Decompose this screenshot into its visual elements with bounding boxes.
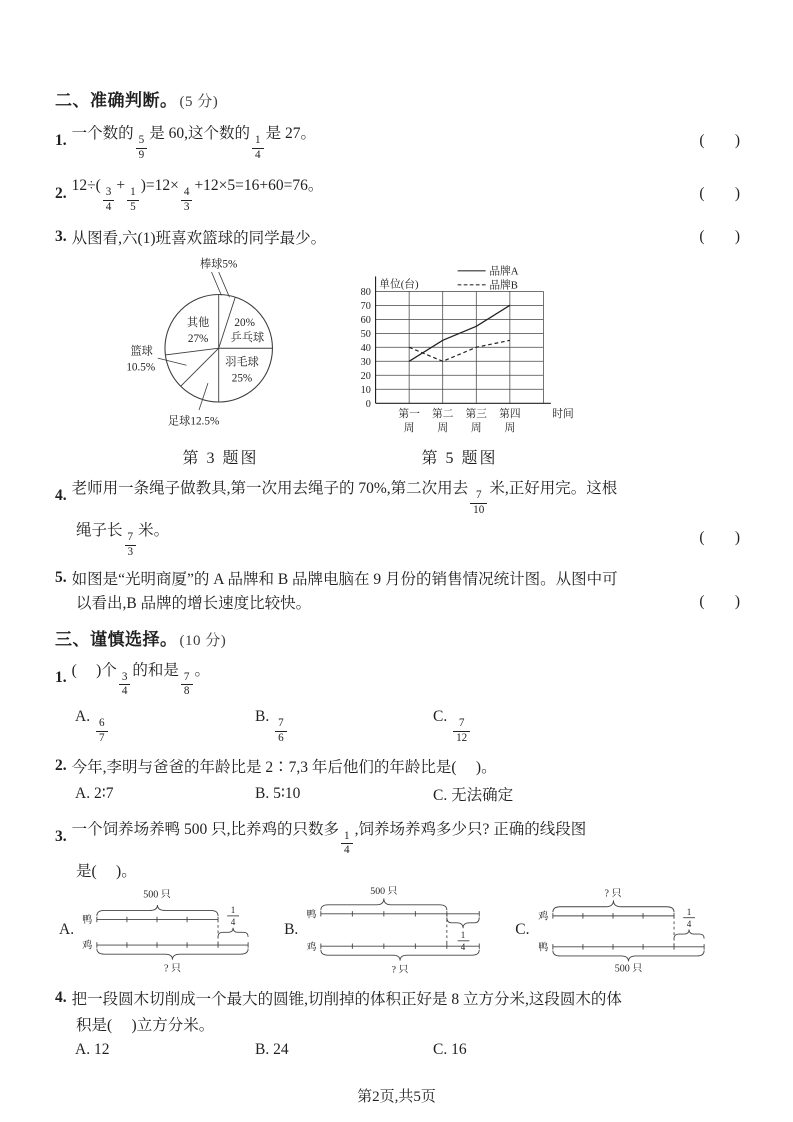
choice-4-options bbox=[75, 1041, 741, 1059]
option-c: C. 16 bbox=[433, 1040, 467, 1058]
y-tick: 60 bbox=[360, 314, 371, 326]
question-text: ( )个 $\frac{3}{4}$ 的和是 $\frac{7}{8}$ 。 bbox=[71, 661, 211, 698]
question-number: 2. bbox=[55, 184, 67, 202]
fraction: $\frac{7}{8}$ bbox=[181, 672, 193, 698]
count-q: ? 只 bbox=[391, 964, 409, 975]
question-text: 如图是“光明商厦”的 A 品牌和 B 品牌电脑在 9 月份的销售情况统计图。从图中可 bbox=[71, 570, 618, 588]
x-tick: 周 bbox=[504, 422, 516, 435]
fraction: $\frac{1}{4}$ bbox=[341, 831, 353, 857]
pie-label-pingpong-pct: 20% bbox=[234, 316, 255, 329]
question-text: 一个饲养场养鸭 500 只,比养鸡的只数多 $\frac{1}{4}$ ,饲养场养鸡多少只? 正确的线段图 bbox=[71, 820, 587, 857]
x-tick: 周 bbox=[437, 422, 449, 435]
x-axis-label: 时间 bbox=[552, 408, 574, 421]
fraction-one-fourth bbox=[458, 930, 470, 952]
judge-question-4-line2 bbox=[55, 518, 741, 558]
pie-label-soccer: 足球12.5% bbox=[167, 415, 220, 428]
count-q: ? 只 bbox=[604, 888, 621, 900]
question-number: 5. bbox=[55, 568, 67, 586]
count-500: 500 只 bbox=[143, 889, 171, 901]
grid bbox=[376, 291, 544, 403]
choice-question-2 bbox=[55, 755, 741, 777]
option-b: B. $\frac{7}{6}$ bbox=[255, 708, 433, 744]
legend-brand-b: 品牌B bbox=[489, 279, 518, 292]
svg-text:4: 4 bbox=[230, 916, 236, 927]
answer-blank: ( ) bbox=[699, 227, 741, 245]
fraction: $\frac{7}{12}$ bbox=[453, 718, 470, 744]
y-tick: 80 bbox=[360, 286, 371, 298]
question-text: 一个数的 $\frac{5}{9}$ 是 60,这个数的 $\frac{1}{4}$ 是 27。 bbox=[71, 125, 316, 161]
x-tick: 第一 bbox=[398, 408, 420, 421]
judge-question-5-line2 bbox=[55, 591, 741, 613]
pie-label-badminton-pct: 25% bbox=[231, 372, 253, 385]
y-tick: 20 bbox=[360, 370, 371, 382]
section2-title: 二、准确判断。 bbox=[55, 91, 178, 110]
fraction: $\frac{4}{3}$ bbox=[181, 187, 193, 213]
y-tick: 0 bbox=[365, 398, 371, 410]
x-tick: 第四 bbox=[499, 408, 521, 421]
series-brand-b bbox=[409, 340, 510, 361]
svg-text:4: 4 bbox=[686, 918, 691, 929]
choice-question-4-line1 bbox=[55, 987, 741, 1009]
question-text: 老师用一条绳子做教具,第一次用去绳子的 70%,第二次用去 $\frac{7}{10}$ 米,正好用完。这根 bbox=[71, 479, 618, 516]
question-number: 4. bbox=[55, 487, 67, 505]
count-500: 500 只 bbox=[370, 885, 398, 897]
question-text: 把一段圆木切削成一个最大的圆锥,切削掉的体积正好是 8 立方分米,这段圆木的体 bbox=[71, 990, 622, 1008]
judge-question-3 bbox=[55, 226, 741, 248]
chicken-label: 鸡 bbox=[537, 911, 548, 923]
fraction-one-fourth bbox=[683, 907, 695, 929]
figures-row bbox=[113, 254, 741, 468]
option-b: B. 5∶10 bbox=[255, 785, 301, 803]
question-text: 积是( )立方分米。 bbox=[76, 1016, 215, 1034]
fraction: $\frac{3}{4}$ bbox=[103, 187, 115, 213]
fraction: $\frac{5}{9}$ bbox=[136, 135, 148, 161]
x-tick: 第三 bbox=[465, 408, 488, 421]
line-chart bbox=[342, 265, 577, 438]
judge-question-4-line1 bbox=[55, 476, 741, 516]
duck-label: 鸭 bbox=[306, 909, 317, 921]
question-number: 1. bbox=[55, 132, 67, 150]
segment-diagram-c bbox=[511, 886, 735, 974]
fraction: $\frac{7}{6}$ bbox=[275, 718, 287, 744]
duck-label: 鸭 bbox=[537, 942, 548, 954]
option-b: B. 24 bbox=[255, 1040, 289, 1058]
answer-blank: ( ) bbox=[699, 529, 741, 547]
svg-text:1: 1 bbox=[230, 905, 236, 916]
question-text: 以看出,B 品牌的增长速度比较快。 bbox=[76, 594, 312, 612]
pie-label-baseball: 棒球5% bbox=[200, 258, 238, 271]
choice-1-options bbox=[75, 708, 741, 744]
pie-caption: 第 3 题图 bbox=[182, 449, 259, 467]
axes bbox=[376, 276, 551, 403]
svg-text:4: 4 bbox=[461, 941, 466, 952]
option-a: A. 2∶7 bbox=[75, 785, 114, 803]
duck-label: 鸭 bbox=[82, 915, 93, 927]
segment-diagrams bbox=[55, 885, 741, 975]
question-number: 3. bbox=[55, 227, 67, 245]
answer-blank: ( ) bbox=[699, 184, 741, 202]
answer-blank: ( ) bbox=[699, 592, 741, 610]
y-tick: 70 bbox=[360, 300, 371, 312]
page-number: 第2页,共5页 bbox=[357, 1089, 436, 1105]
segment-diagram-b bbox=[280, 885, 511, 975]
option-a: A. $\frac{6}{7}$ bbox=[75, 708, 255, 744]
question-text: 是( )。 bbox=[76, 862, 137, 880]
pie-label-basketball: 篮球 bbox=[130, 345, 153, 358]
y-axis-unit: 单位(台) bbox=[379, 278, 419, 291]
segment-diagram-a bbox=[55, 886, 280, 974]
y-tick: 30 bbox=[360, 356, 371, 368]
line-chart-figure bbox=[342, 265, 577, 468]
pie-label-badminton: 羽毛球 bbox=[225, 356, 259, 369]
choice-question-3-line1 bbox=[55, 817, 741, 857]
fraction: $\frac{6}{7}$ bbox=[96, 718, 108, 744]
legend bbox=[458, 265, 519, 292]
option-c: C. $\frac{7}{12}$ bbox=[433, 708, 741, 744]
choice-question-3-line2 bbox=[55, 859, 741, 881]
fraction-one-fourth bbox=[227, 905, 239, 927]
chicken-label: 鸡 bbox=[306, 941, 317, 953]
section3-score: (10 分) bbox=[179, 632, 227, 649]
svg-text:1: 1 bbox=[686, 906, 691, 917]
choice-2-options bbox=[75, 783, 741, 805]
section2-score: (5 分) bbox=[179, 94, 219, 110]
answer-blank: ( ) bbox=[699, 132, 741, 150]
svg-text:1: 1 bbox=[461, 930, 466, 941]
fraction: $\frac{3}{4}$ bbox=[119, 672, 131, 698]
question-number: 4. bbox=[55, 988, 67, 1006]
question-number: 3. bbox=[55, 827, 67, 845]
pie-label-other: 其他 bbox=[186, 316, 210, 329]
section3-title: 三、谨慎选择。 bbox=[55, 629, 178, 649]
y-tick: 50 bbox=[360, 328, 371, 340]
option-a: A. 12 bbox=[75, 1040, 110, 1058]
question-number: 2. bbox=[55, 756, 67, 774]
x-tick: 周 bbox=[470, 422, 482, 435]
diagram-letter-c: C. bbox=[515, 920, 530, 938]
count-q: ? 只 bbox=[164, 963, 182, 974]
diagram-letter-a: A. bbox=[59, 920, 75, 938]
x-tick: 第二 bbox=[431, 408, 454, 421]
option-c: C. 无法确定 bbox=[433, 786, 514, 804]
line-caption: 第 5 题图 bbox=[421, 449, 498, 467]
fraction: $\frac{7}{10}$ bbox=[470, 490, 487, 516]
question-text: 今年,李明与爸爸的年龄比是 2∶7,3 年后他们的年龄比是( )。 bbox=[71, 758, 497, 776]
chicken-label: 鸡 bbox=[82, 940, 93, 952]
pie-label-pingpong: 乒乓球 bbox=[230, 331, 265, 344]
judge-question-1 bbox=[55, 121, 741, 161]
x-tick: 周 bbox=[403, 422, 415, 435]
pie-label-basketball-pct: 10.5% bbox=[126, 361, 156, 374]
pie-chart-figure bbox=[113, 254, 328, 468]
judge-question-5-line1 bbox=[55, 567, 741, 589]
fraction: $\frac{1}{5}$ bbox=[127, 187, 139, 213]
choice-question-4-line2 bbox=[55, 1013, 741, 1035]
fraction: $\frac{1}{4}$ bbox=[252, 135, 264, 161]
pie-chart bbox=[113, 254, 328, 438]
diagram-c bbox=[531, 886, 736, 974]
diagram-b bbox=[299, 885, 511, 975]
choice-question-1 bbox=[55, 658, 741, 698]
diagram-a bbox=[75, 886, 280, 974]
y-tick: 10 bbox=[360, 384, 371, 396]
question-text: 绳子长 $\frac{7}{3}$ 米。 bbox=[76, 522, 170, 558]
question-text: 12÷( $\frac{3}{4}$ + $\frac{1}{5}$ )=12× $\frac{4}{3}$ +12×5=16+60=76。 bbox=[71, 177, 324, 214]
question-text: 从图看,六(1)班喜欢篮球的同学最少。 bbox=[71, 229, 327, 247]
section3-heading bbox=[55, 625, 741, 650]
y-tick: 40 bbox=[360, 342, 371, 354]
legend-brand-a: 品牌A bbox=[489, 265, 519, 278]
question-number: 1. bbox=[55, 668, 67, 686]
fraction: $\frac{7}{3}$ bbox=[125, 532, 137, 558]
count-500: 500 只 bbox=[614, 963, 642, 974]
diagram-letter-b: B. bbox=[284, 920, 299, 938]
section2-heading bbox=[55, 86, 741, 111]
judge-question-2 bbox=[55, 173, 741, 213]
pie-label-other-pct: 27% bbox=[187, 332, 209, 345]
